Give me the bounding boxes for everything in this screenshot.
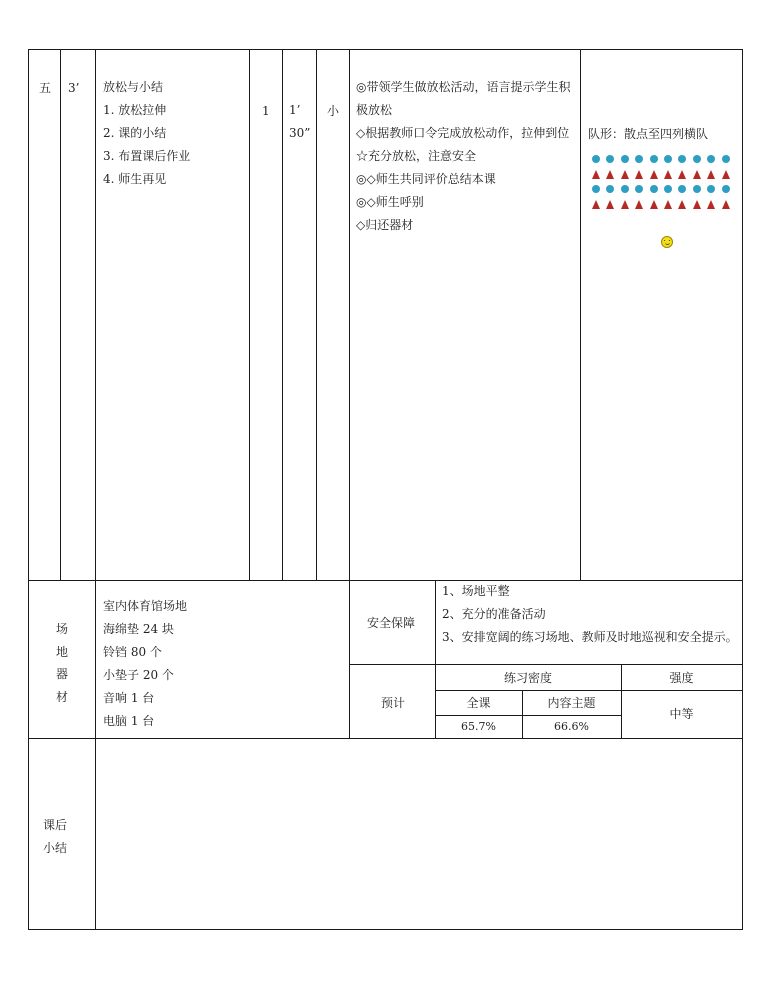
method-item: ◎◇师生共同评价总结本课 [356,172,496,186]
student-circle [722,155,730,163]
duration-minutes: 1’ [289,103,301,117]
method-item: ◎◇师生呼别 [356,195,424,209]
student-circle [693,185,701,193]
student-circle [592,155,600,163]
student-triangle [678,200,686,209]
student-circle [606,155,614,163]
student-circle [621,155,629,163]
student-triangle [707,200,715,209]
student-triangle [592,200,600,209]
venue-label: 场 地 器 材 [55,622,68,704]
density-header: 练习密度 [503,671,552,685]
safety-label: 安全保障 [367,616,416,630]
student-triangle [650,170,658,179]
equipment-item: 音响 1 台 [103,691,155,705]
student-circle [650,155,658,163]
repetition-count: 1 [262,104,270,118]
student-circle [678,155,686,163]
content-list [103,76,190,191]
equipment-item: 小垫子 20 个 [103,668,174,682]
student-triangle [621,170,629,179]
student-triangle [606,200,614,209]
student-triangle [664,170,672,179]
content-title: 放松与小结 [103,80,164,94]
student-circle [635,185,643,193]
whole-lesson-density: 65.7% [461,720,496,733]
main-content-label: 内容主题 [547,696,596,710]
student-circle [650,185,658,193]
method-item: ◇根据教师口令完成放松动作，拉伸到位 [356,126,570,140]
method-item: 极放松 [356,103,393,117]
student-circle [707,155,715,163]
student-circle [707,185,715,193]
safety-item: 1、场地平整 [442,584,510,598]
student-triangle [678,170,686,179]
method-item: ◎带领学生做放松活动，语言提示学生积 [356,80,571,94]
intensity-header: 强度 [669,671,694,685]
student-triangle [635,200,643,209]
student-triangle [693,200,701,209]
student-triangle [606,170,614,179]
whole-lesson-label: 全课 [466,696,491,710]
student-triangle [722,200,730,209]
safety-list [442,580,738,649]
formation-label: 队形：散点至四列横队 [588,127,709,141]
student-circle [722,185,730,193]
safety-item: 2、充分的准备活动 [442,607,546,621]
equipment-item: 电脑 1 台 [103,714,155,728]
student-circle [592,185,600,193]
equipment-list [103,595,187,733]
student-circle [635,155,643,163]
forecast-label: 预计 [381,696,406,710]
summary-label: 课后 小结 [43,818,68,855]
load-intensity: 小 [327,104,340,118]
student-triangle [722,170,730,179]
student-triangle [635,170,643,179]
student-circle [664,155,672,163]
intensity-value: 中等 [669,707,694,721]
equipment-item: 室内体育馆场地 [103,599,188,613]
safety-item: 3、安排宽阔的练习场地、教师及时地巡视和安全提示。 [442,630,738,644]
student-triangle [592,170,600,179]
student-triangle [707,170,715,179]
duration [289,99,310,145]
content-item: 3. 布置课后作业 [103,149,191,163]
equipment-item: 铃铛 80 个 [103,645,162,659]
section-time: 3’ [68,81,80,95]
student-triangle [664,200,672,209]
student-triangle [621,200,629,209]
student-circle [606,185,614,193]
student-triangle [650,200,658,209]
equipment-item: 海绵垫 24 块 [103,622,174,636]
section-number: 五 [39,81,52,95]
method-list [356,76,570,237]
duration-seconds: 30” [289,126,311,140]
method-item: ◇归还器材 [356,218,414,232]
student-circle [678,185,686,193]
student-circle [693,155,701,163]
student-triangle [693,170,701,179]
method-item: ☆充分放松，注意安全 [356,149,477,163]
content-item: 2. 课的小结 [103,126,167,140]
main-content-density: 66.6% [554,720,589,733]
content-item: 1. 放松拉伸 [103,103,167,117]
smiley-face-icon [661,236,673,248]
student-circle [621,185,629,193]
student-circle [664,185,672,193]
content-item: 4. 师生再见 [103,172,167,186]
